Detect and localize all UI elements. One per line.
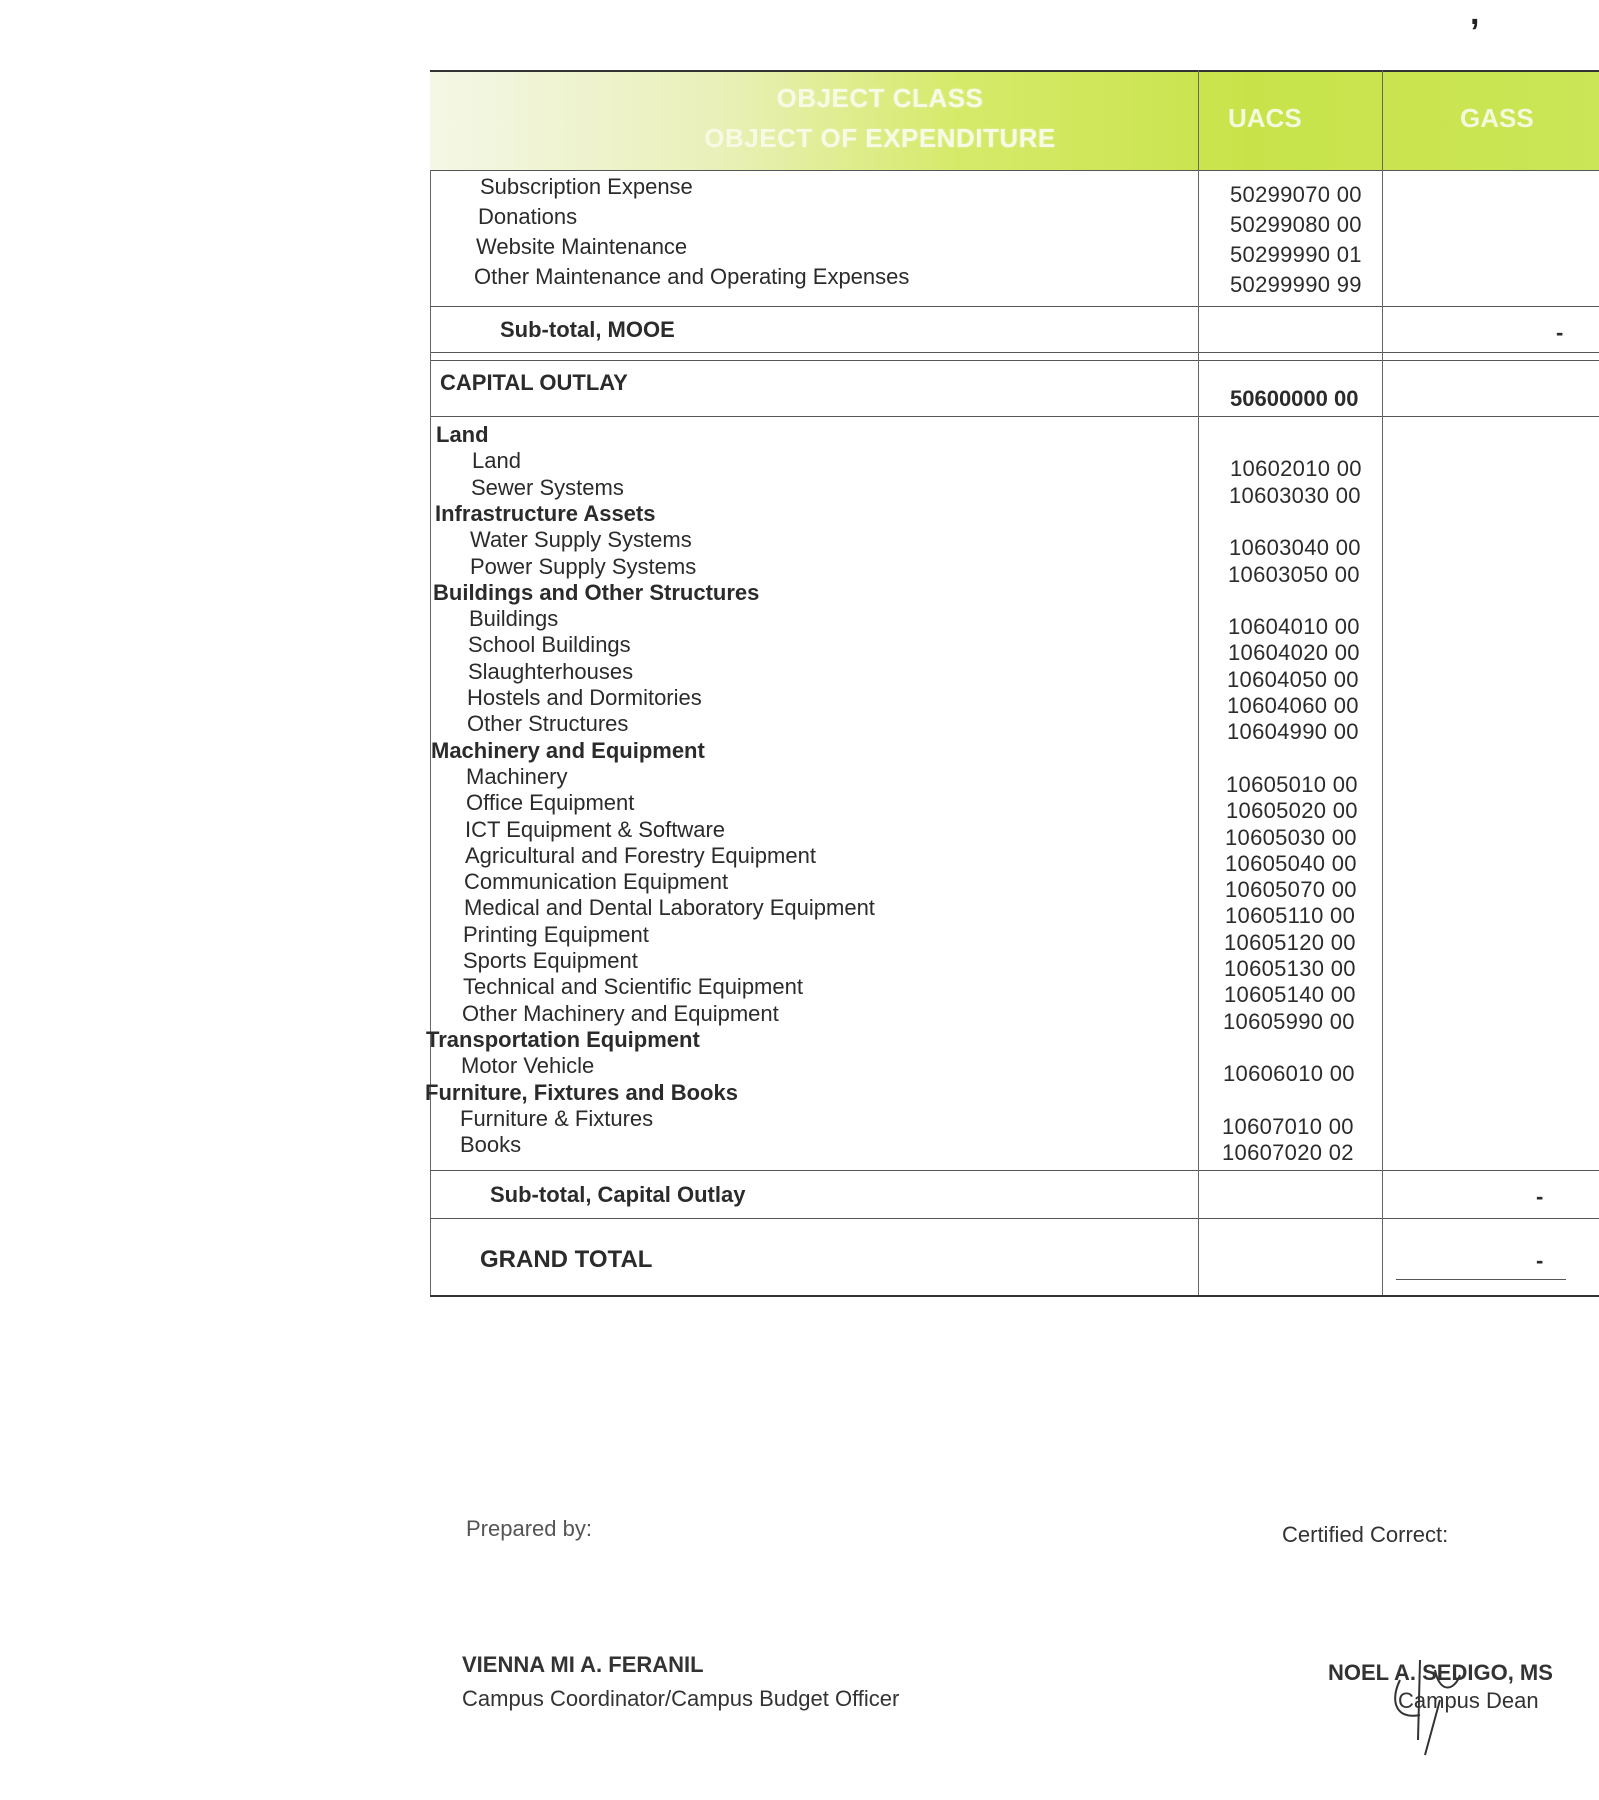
line-item-code: 10605030 00 xyxy=(1225,825,1357,850)
mooe-row-code: 50299070 00 xyxy=(1230,182,1362,207)
handwritten-signature xyxy=(1380,1640,1490,1760)
line-item-code: 10605130 00 xyxy=(1224,956,1356,981)
line-item-code: 10604010 00 xyxy=(1228,614,1360,639)
mooe-row-label: Subscription Expense xyxy=(480,174,693,199)
header-uacs: UACS xyxy=(1228,103,1302,133)
line-item-code: 10605010 00 xyxy=(1226,772,1358,797)
line-item-code: 10605990 00 xyxy=(1223,1009,1355,1034)
certified-position: Campus Dean xyxy=(1398,1688,1539,1713)
line-item-code: 10603030 00 xyxy=(1229,483,1361,508)
certified-correct-label: Certified Correct: xyxy=(1282,1522,1449,1547)
prepared-position: Campus Coordinator/Campus Budget Officer xyxy=(462,1686,900,1711)
line-item-label: Communication Equipment xyxy=(464,869,729,894)
line-item-code: 10604990 00 xyxy=(1227,719,1359,744)
line-item-code: 10607010 00 xyxy=(1222,1114,1354,1139)
category-label: Buildings and Other Structures xyxy=(433,580,760,605)
subtotal-co-label: Sub-total, Capital Outlay xyxy=(490,1182,746,1207)
line-item-label: Hostels and Dormitories xyxy=(467,685,702,710)
category-label: Furniture, Fixtures and Books xyxy=(425,1080,738,1105)
line-item-label: Buildings xyxy=(469,606,559,631)
category-label: Infrastructure Assets xyxy=(435,501,656,526)
line-item-code: 10605070 00 xyxy=(1225,877,1357,902)
line-item-code: 10604050 00 xyxy=(1227,667,1359,692)
grand-total-label: GRAND TOTAL xyxy=(480,1246,653,1273)
subtotal-mooe-label: Sub-total, MOOE xyxy=(500,317,675,342)
grand-total-gass: - xyxy=(1536,1248,1544,1273)
line-item-code: 10605120 00 xyxy=(1224,930,1356,955)
line-item-label: Power Supply Systems xyxy=(470,554,697,579)
prepared-by-label: Prepared by: xyxy=(466,1516,592,1541)
header-gass: GASS xyxy=(1460,103,1534,133)
line-item-code: 10607020 02 xyxy=(1222,1140,1354,1165)
line-item-label: Sewer Systems xyxy=(471,475,624,500)
prepared-signatory xyxy=(462,1652,899,1712)
line-item-label: Motor Vehicle xyxy=(461,1053,595,1078)
line-item-label: Agricultural and Forestry Equipment xyxy=(465,843,816,868)
line-item-code: 10605040 00 xyxy=(1225,851,1357,876)
subtotal-co-gass: - xyxy=(1536,1184,1544,1209)
certified-name: NOEL A. SEDIGO, MS xyxy=(1328,1660,1553,1685)
category-label: Land xyxy=(436,422,489,447)
line-item-code: 10605140 00 xyxy=(1224,982,1356,1007)
line-item-label: Printing Equipment xyxy=(463,922,649,947)
mooe-row-label: Website Maintenance xyxy=(476,234,688,259)
line-item-label: Machinery xyxy=(466,764,568,789)
prepared-name: VIENNA MI A. FERANIL xyxy=(462,1652,704,1677)
line-item-code: 10603040 00 xyxy=(1229,535,1361,560)
subtotal-mooe-gass: - xyxy=(1556,320,1564,345)
line-item-label: Sports Equipment xyxy=(463,948,638,973)
category-label: Machinery and Equipment xyxy=(431,738,705,763)
line-item-code: 10604020 00 xyxy=(1228,640,1360,665)
table-header xyxy=(430,70,1599,170)
line-item-label: ICT Equipment & Software xyxy=(465,817,726,842)
top-corner-mark: , xyxy=(1470,0,1480,32)
line-item-label: Land xyxy=(472,448,521,473)
mooe-row-code: 50299080 00 xyxy=(1230,212,1362,237)
header-title-line1: OBJECT CLASS xyxy=(776,83,984,113)
line-item-code: 10602010 00 xyxy=(1230,456,1362,481)
line-item-label: Furniture & Fixtures xyxy=(460,1106,654,1131)
header-title-line2: OBJECT OF EXPENDITURE xyxy=(704,123,1056,153)
line-item-label: Water Supply Systems xyxy=(470,527,692,552)
line-item-label: Books xyxy=(460,1132,522,1157)
mooe-row-code: 50299990 01 xyxy=(1230,242,1362,267)
mooe-row-code: 50299990 99 xyxy=(1230,272,1362,297)
category-label: Transportation Equipment xyxy=(426,1027,700,1052)
line-item-label: Slaughterhouses xyxy=(468,659,634,684)
line-item-code: 10603050 00 xyxy=(1228,562,1360,587)
line-item-label: School Buildings xyxy=(468,632,631,657)
line-item-code: 10605110 00 xyxy=(1225,903,1356,928)
mooe-row-label: Donations xyxy=(478,204,578,229)
line-item-label: Office Equipment xyxy=(466,790,635,815)
header-object-class xyxy=(600,78,1160,158)
line-item-code: 10605020 00 xyxy=(1226,798,1358,823)
line-item-label: Other Structures xyxy=(467,711,629,736)
grand-total-underline xyxy=(1396,1279,1566,1280)
line-item-label: Technical and Scientific Equipment xyxy=(463,974,803,999)
line-item-label: Other Machinery and Equipment xyxy=(462,1001,779,1026)
line-item-code: 10606010 00 xyxy=(1223,1061,1355,1086)
line-item-label: Medical and Dental Laboratory Equipment xyxy=(464,895,875,920)
budget-table xyxy=(425,70,1599,1412)
line-item-code: 10604060 00 xyxy=(1227,693,1359,718)
mooe-row-label: Other Maintenance and Operating Expenses xyxy=(474,264,910,289)
capital-outlay-label: CAPITAL OUTLAY xyxy=(440,370,628,395)
capital-outlay-code: 50600000 00 xyxy=(1230,386,1359,411)
